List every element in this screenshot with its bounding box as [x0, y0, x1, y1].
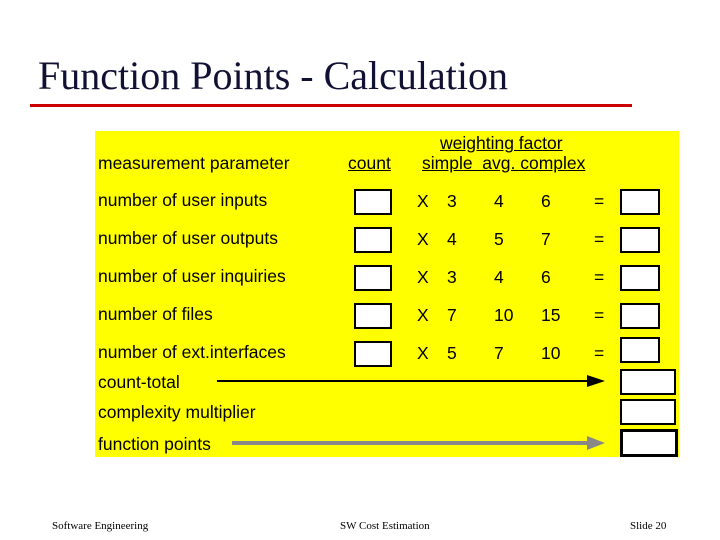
weight-avg: 4	[494, 267, 504, 287]
header-measurement-parameter: measurement parameter	[98, 153, 290, 173]
footer-slide-number: Slide 20	[630, 520, 667, 532]
weight-complex: 7	[541, 229, 551, 249]
result-box	[620, 227, 660, 253]
complexity-multiplier-label: complexity multiplier	[98, 402, 256, 422]
arrow-right-icon	[587, 375, 605, 387]
equals-sign: =	[594, 305, 605, 325]
arrow-right-icon	[587, 436, 605, 450]
footer-topic: SW Cost Estimation	[340, 520, 430, 532]
complexity-multiplier-box	[620, 399, 676, 425]
row-label: number of user inputs	[98, 190, 268, 210]
count-total-arrow-shaft	[217, 380, 589, 382]
result-box	[620, 189, 660, 215]
row-label: number of files	[98, 304, 213, 324]
header-weighting-factor: weighting factor	[440, 133, 563, 153]
title-underline	[30, 104, 632, 107]
multiply-sign: X	[417, 191, 429, 211]
header-weight-levels: simple avg. complex	[422, 153, 586, 173]
row-label: number of user inquiries	[98, 266, 286, 286]
multiply-sign: X	[417, 343, 429, 363]
weight-avg: 5	[494, 229, 504, 249]
equals-sign: =	[594, 191, 605, 211]
row-label: number of user outputs	[98, 228, 278, 248]
weight-simple: 7	[447, 305, 457, 325]
function-points-box	[620, 429, 678, 457]
count-total-box	[620, 369, 676, 395]
weight-simple: 3	[447, 267, 457, 287]
header-count: count	[348, 153, 391, 173]
calculation-table	[95, 131, 679, 457]
count-input-box	[354, 265, 392, 291]
count-input-box	[354, 227, 392, 253]
weight-complex: 10	[541, 343, 561, 363]
weight-complex: 6	[541, 191, 551, 211]
weight-simple: 5	[447, 343, 457, 363]
function-points-label: function points	[98, 434, 211, 454]
weight-simple: 4	[447, 229, 457, 249]
weight-complex: 6	[541, 267, 551, 287]
result-box	[620, 265, 660, 291]
multiply-sign: X	[417, 267, 429, 287]
result-box	[620, 303, 660, 329]
count-input-box	[354, 303, 392, 329]
weight-avg: 10	[494, 305, 514, 325]
footer-course: Software Engineering	[52, 520, 149, 532]
result-box	[620, 337, 660, 363]
weight-complex: 15	[541, 305, 561, 325]
weight-avg: 7	[494, 343, 504, 363]
count-input-box	[354, 341, 392, 367]
weight-simple: 3	[447, 191, 457, 211]
count-total-label: count-total	[98, 372, 180, 392]
row-label: number of ext.interfaces	[98, 342, 286, 362]
slide-title: Function Points - Calculation	[38, 53, 508, 98]
equals-sign: =	[594, 229, 605, 249]
function-points-arrow-shaft	[232, 441, 590, 445]
multiply-sign: X	[417, 305, 429, 325]
weight-avg: 4	[494, 191, 504, 211]
count-input-box	[354, 189, 392, 215]
multiply-sign: X	[417, 229, 429, 249]
equals-sign: =	[594, 267, 605, 287]
equals-sign: =	[594, 343, 605, 363]
